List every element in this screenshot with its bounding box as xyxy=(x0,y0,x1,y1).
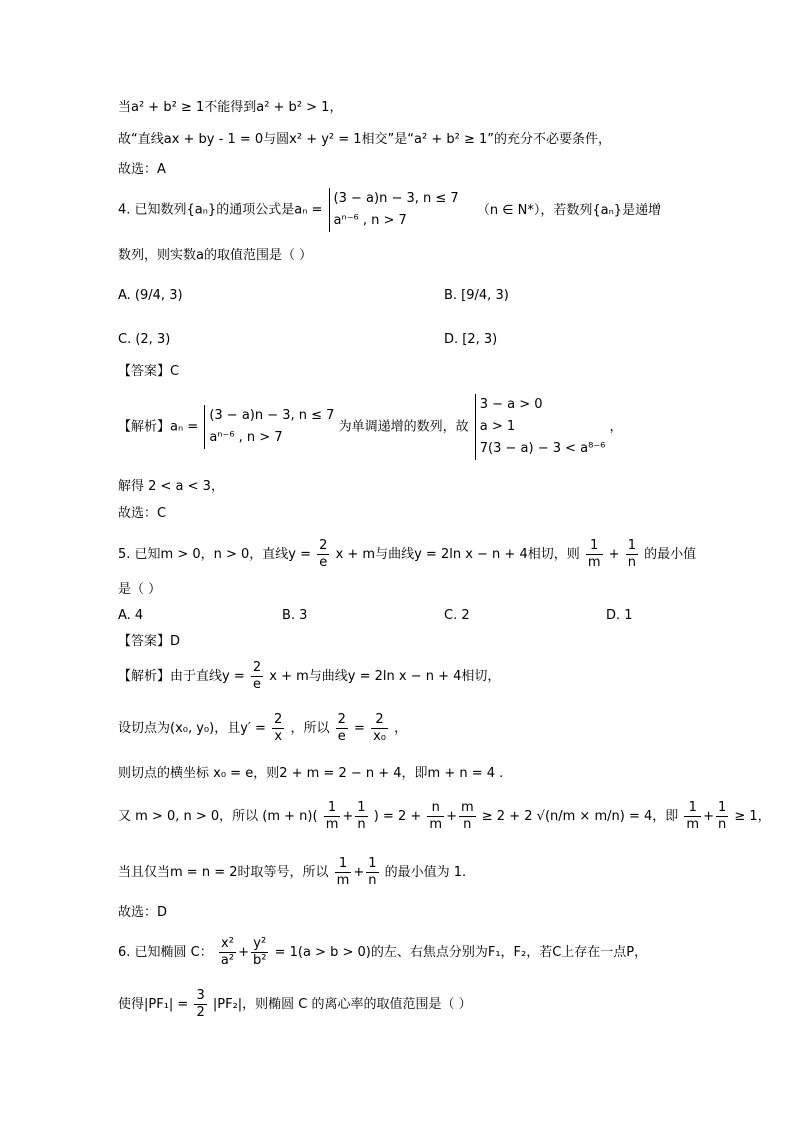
explanation-5-line3: 则切点的横坐标 x₀ = e，则2 + m = 2 − n + 4，即m + n = 4 . xyxy=(118,766,504,781)
explanation-5-line5: 当且仅当m = n = 2时取等号，所以 $\frac{1}{m}$ + $\frac{1}{n}$ 的最小值为 1. xyxy=(118,856,467,888)
answer-5: 【答案】D xyxy=(118,634,181,649)
text-line-3: 故选：A xyxy=(118,162,166,177)
question-4-stem-cont: 数列，则实数a的取值范围是（ ） xyxy=(118,248,313,263)
option-4a: A. (9/4, 3) xyxy=(118,288,183,303)
question-6-stem-cont: 使得|PF₁| = $\frac{3}{2}$ |PF₂|，则椭圆 C 的离心率的取值范围是（ ） xyxy=(118,988,472,1020)
option-5d: D. 1 xyxy=(606,608,633,623)
piecewise-brace: (3 − a)n − 3, n ≤ 7 aⁿ⁻⁶ , n > 7 xyxy=(329,188,459,232)
option-5b: B. 3 xyxy=(282,608,308,623)
question-5-stem-cont: 是（ ） xyxy=(118,582,162,597)
text-line-1: 当a² + b² ≥ 1不能得到a² + b² > 1， xyxy=(118,100,343,115)
option-4d: D. [2, 3) xyxy=(444,332,498,347)
option-4c: C. (2, 3) xyxy=(118,332,171,347)
explanation-5-line4: 又 m > 0, n > 0，所以 (m + n)( $\frac{1}{m}$ + $\frac{1}{n}$ ) = 2 + $\frac{n}{m}$ + $\frac{m}{n}$ ≥ 2 + 2 √(n/m × m/n) = 4，即 $\frac{1}{m}$ + $\frac{1}{n}$ ≥ 1， xyxy=(118,800,771,832)
question-5-stem: 5. 已知m > 0，n > 0，直线y = $\frac{2}{e}$ x + m与曲线y = 2ln x − n + 4相切，则 $\frac{1}{m}$ + $\frac{1}{n}$ 的最小值 xyxy=(118,538,697,570)
explanation-4-result: 解得 2 < a < 3， xyxy=(118,479,224,494)
option-5c: C. 2 xyxy=(444,608,470,623)
option-4b: B. [9/4, 3) xyxy=(444,288,509,303)
question-4-stem: 4. 已知数列{aₙ}的通项公式是aₙ = (3 − a)n − 3, n ≤ 7 aⁿ⁻⁶ , n > 7 （n ∈ N*），若数列{aₙ}是递增 xyxy=(118,188,661,232)
select-4: 故选：C xyxy=(118,506,167,521)
system-brace: 3 − a > 0 a > 1 7(3 − a) − 3 < a⁸⁻⁶ xyxy=(475,394,606,460)
text-line-2: 故“直线ax + by - 1 = 0与圆x² + y² = 1相交”是“a² + b² ≥ 1”的充分不必要条件， xyxy=(118,132,611,147)
piecewise-brace: (3 − a)n − 3, n ≤ 7 aⁿ⁻⁶ , n > 7 xyxy=(204,405,334,449)
question-6-stem: 6. 已知椭圆 C： $\frac{\text{x²}}{\text{a²}}$ + $\frac{\text{y²}}{\text{b²}}$ = 1(a > b > 0)的左、右焦点分别为F₁，F₂，若C上存在一点P， xyxy=(118,936,648,968)
option-5a: A. 4 xyxy=(118,608,144,623)
select-5: 故选：D xyxy=(118,905,168,920)
answer-4: 【答案】C xyxy=(118,364,180,379)
explanation-5-line1: 【解析】由于直线y = $\frac{2}{e}$ x + m与曲线y = 2ln x − n + 4相切， xyxy=(118,660,501,692)
explanation-5-line2: 设切点为(x₀, y₀)，且y′ = $\frac{2}{x}$ ，所以 $\frac{2}{e}$ = $\frac{2}{\text{x₀}}$ ， xyxy=(118,712,408,744)
explanation-4: 【解析】aₙ = (3 − a)n − 3, n ≤ 7 aⁿ⁻⁶ , n > 7 为单调递增的数列，故 3 − a > 0 a > 1 7(3 − a) − 3 < a⁸⁻⁶ ， xyxy=(118,394,623,460)
